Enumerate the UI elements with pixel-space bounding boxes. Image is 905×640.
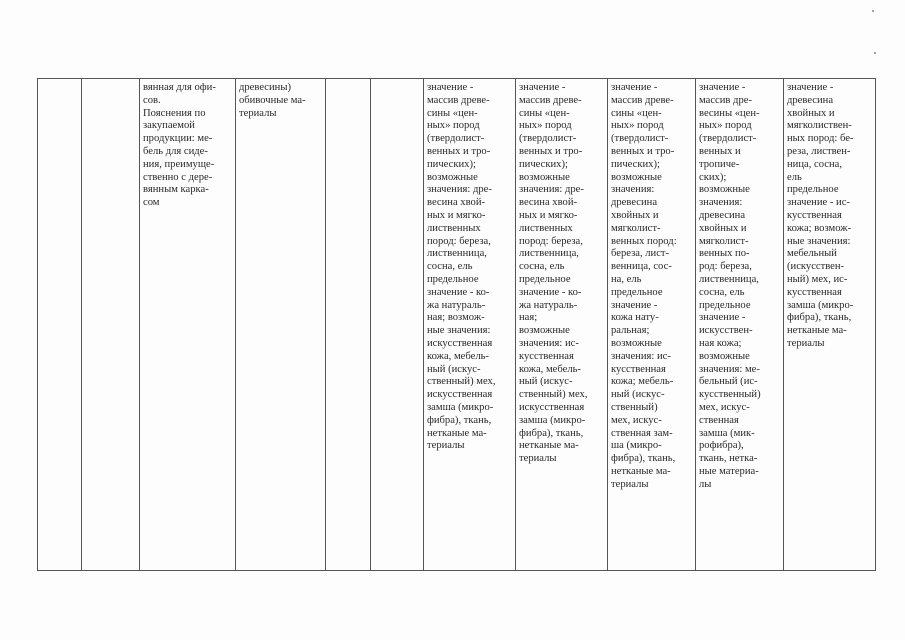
table-cell-6: [371, 79, 424, 571]
table-cell-value-1: значение - массив древе- сины «цен- ных» пород (твердолист- венных и тро- пических); возможные значения: дре- весина хвой- ных и мягко- лиственных пород: береза, лиственница, сосна, ель предельное значение - ко- жа натураль- ная; возмож- ные значения: искусственная кожа, мебель- ный (искус- ственный) мех, искусственная замша (микро- фибра), ткань, нетканые ма- териалы: [424, 79, 516, 571]
table-cell-value-5: значение - древесина хвойных и мягколиствен- ных пород: бе- реза, листвен- ница, сосна, ель предельное значение - ис- кусственная кожа; возмож- ные значения: мебельный (искусствен- ный) мех, ис- кусственная замша (микро- фибра), ткань, нетканые ма- териалы: [784, 79, 876, 571]
scan-speck: [872, 10, 874, 12]
table-cell-value-3: значение - массив древе- сины «цен- ных» пород (твердолист- венных и тро- пических); возможные значения: древесина хвойных и мягколист- венных пород: береза, лист- венница, сос- на, ель предельное значение - кожа нату- ральная; возможные значения: ис- кусственная кожа; мебель- ный (искус- ственный) мех, искус- ственная зам- ша (микро- фибра), ткань, нетканые ма- териалы: [608, 79, 696, 571]
table-cell-5: [326, 79, 371, 571]
table-cell-value-2: значение - массив древе- сины «цен- ных» пород (твердолист- венных и тро- пических); возможные значения: дре- весина хвой- ных и мягко- лиственных пород: береза, лиственница, сосна, ель предельное значение - ко- жа натураль- ная; возможные значения: ис- кусственная кожа, мебель- ный (искус- ственный) мех, искусственная замша (микро- фибра), ткань, нетканые ма- териалы: [516, 79, 608, 571]
table-cell-material: древесины) обивочные ма- териалы: [236, 79, 326, 571]
table-row: [38, 79, 876, 571]
scan-speck: [874, 52, 876, 54]
table-cell-2: [82, 79, 140, 571]
table-cell-value-4: значение - массив дре- весины «цен- ных» пород (твердолист- венных и тропиче- ских); возможные значения: древесина хвойных и мягколист- венных по- род: береза, лиственница, сосна, ель предельное значение - искусствен- ная кожа; возможные значения: ме- бельный (ис- кусственный) мех, искус- ственная замша (мик- рофибра), ткань, нетка- ные материа- лы: [696, 79, 784, 571]
table-cell-1: [38, 79, 82, 571]
specification-table: [37, 78, 876, 571]
table-cell-product-description: вянная для офи- сов. Пояснения по закупаемой продукции: ме- бель для сиде- ния, преимуще- ственно с дере- вянным карка- сом: [140, 79, 236, 571]
